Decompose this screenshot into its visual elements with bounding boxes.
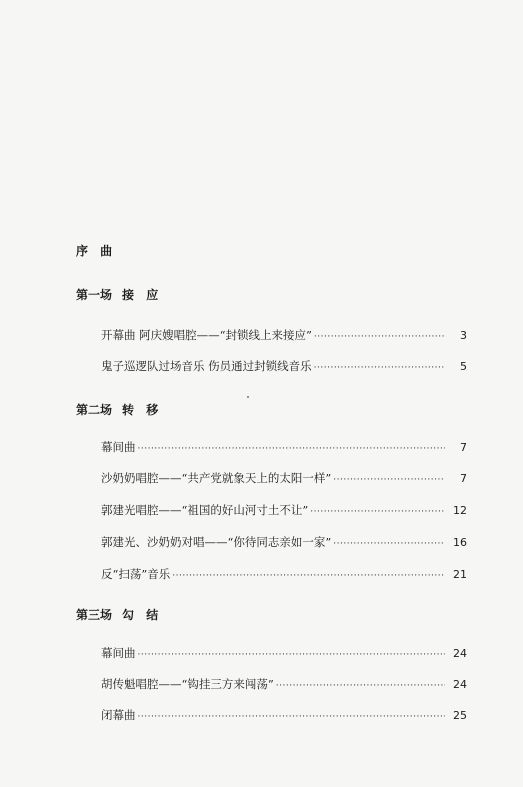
scene3-number: 第三场: [76, 608, 113, 622]
entry-title: 幕间曲: [101, 646, 136, 660]
entry-page-number: 24: [453, 647, 467, 660]
toc-entry: [101, 470, 467, 486]
scene1-title: 接 应: [122, 288, 163, 302]
entry-page-number: 5: [460, 360, 467, 373]
dot-leader: [310, 507, 445, 517]
entry-page-number: 25: [453, 709, 467, 722]
entry-page-number: 21: [453, 568, 467, 581]
scene1-number: 第一场: [76, 288, 113, 302]
entry-title: 沙奶奶唱腔——“共产党就象天上的太阳一样”: [101, 471, 332, 485]
toc-entry: [101, 327, 467, 343]
prologue-heading: [76, 242, 116, 259]
toc-entry: [101, 707, 467, 723]
toc-entry: [101, 676, 467, 692]
entry-title: 闭幕曲: [101, 708, 136, 722]
entry-page-number: 7: [460, 441, 467, 454]
prologue-title: 序 曲: [76, 244, 117, 258]
entry-title: 郭建光唱腔——“祖国的好山河寸土不让”: [101, 503, 309, 517]
toc-entry: [101, 566, 467, 582]
scene1-heading: [76, 286, 162, 303]
scene2-number: 第二场: [76, 403, 113, 417]
scene3-title: 勾 结: [122, 608, 163, 622]
dot-leader: [172, 571, 445, 581]
dot-leader: [314, 363, 445, 373]
entry-title: 郭建光、沙奶奶对唱——“你待同志亲如一家”: [101, 535, 332, 549]
dot-leader: [138, 444, 446, 454]
entry-title: 胡传魁唱腔——“钩挂三方来闯荡”: [101, 677, 274, 691]
scene3-heading: [76, 606, 162, 623]
entry-page-number: 16: [453, 536, 467, 549]
dot-leader: [333, 475, 445, 485]
dot-leader: [138, 650, 446, 660]
toc-entry: [101, 534, 467, 550]
scene2-heading: [76, 401, 162, 418]
entry-page-number: 24: [453, 678, 467, 691]
entry-title: 反“扫荡”音乐: [101, 567, 171, 581]
entry-title: 鬼子巡逻队过场音乐 伤员通过封锁线音乐: [101, 359, 312, 373]
scene2-title: 转 移: [122, 403, 163, 417]
dot-leader: [138, 712, 446, 722]
dot-leader: [333, 539, 445, 549]
entry-page-number: 3: [460, 329, 467, 342]
scan-speck: [247, 396, 249, 398]
toc-entry: [101, 645, 467, 661]
toc-entry: [101, 502, 467, 518]
entry-title: 开幕曲 阿庆嫂唱腔——“封锁线上来接应”: [101, 328, 312, 342]
entry-title: 幕间曲: [101, 440, 136, 454]
dot-leader: [276, 681, 445, 691]
dot-leader: [314, 332, 445, 342]
entry-page-number: 7: [460, 472, 467, 485]
toc-entry: [101, 358, 467, 374]
toc-entry: [101, 439, 467, 455]
entry-page-number: 12: [453, 504, 467, 517]
